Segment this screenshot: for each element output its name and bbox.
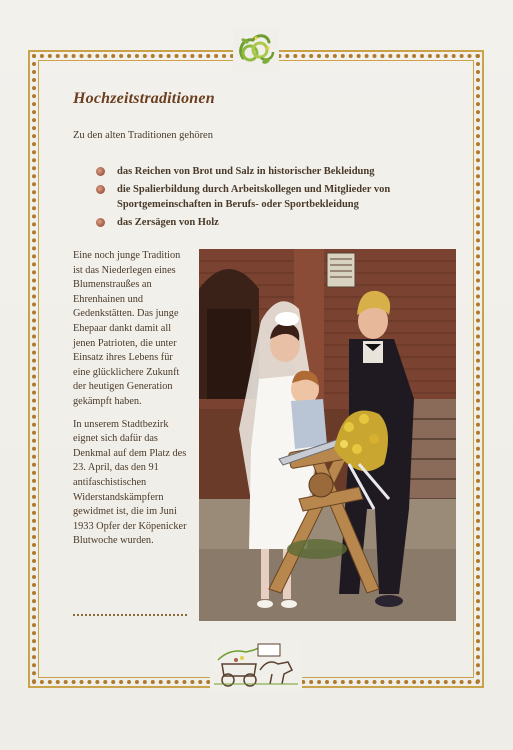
page-title: Hochzeitstraditionen <box>73 90 215 107</box>
list-item <box>96 182 456 212</box>
body-text-column <box>73 249 191 557</box>
ring-ornament-icon <box>233 28 279 72</box>
wedding-carriage-icon <box>210 640 302 690</box>
list-item <box>96 215 456 230</box>
paragraph: In unserem Stadtbezirk eignet sich dafür das Denkmal auf dem Platz des 23. April, das den 91 antifaschistischen Widerstandskämpfern gewidmet ist, die im Juni 1933 Opfer der Köpenicker Blutwoche wurden. <box>73 418 187 547</box>
dotted-divider <box>73 614 187 616</box>
list-item-text: das Reichen von Brot und Salz in historischer Bekleidung <box>117 166 375 177</box>
wedding-photo <box>199 249 456 621</box>
traditions-list <box>96 164 456 233</box>
bullet-icon <box>96 185 105 194</box>
bullet-icon <box>96 167 105 176</box>
list-item-text: die Spalierbildung durch Arbeitskollegen und Mitglieder von Sportgemeinschaften in Berufs- oder Sportbekleidung <box>117 184 391 210</box>
intro-text: Zu den alten Traditionen gehören <box>73 130 213 141</box>
list-item <box>96 164 456 179</box>
list-item-text: das Zersägen von Holz <box>117 217 219 228</box>
paragraph: Eine noch junge Tradition ist das Niederlegen eines Blumenstraußes an Ehrenhainen und Gedenkstätten. Das junge Ehepaar dankt damit all jenen Patrioten, die unter Einsatz ihres Lebens für eine glücklichere Zukunft der heutigen Generation gekämpft haben. <box>73 250 181 407</box>
bullet-icon <box>96 218 105 227</box>
